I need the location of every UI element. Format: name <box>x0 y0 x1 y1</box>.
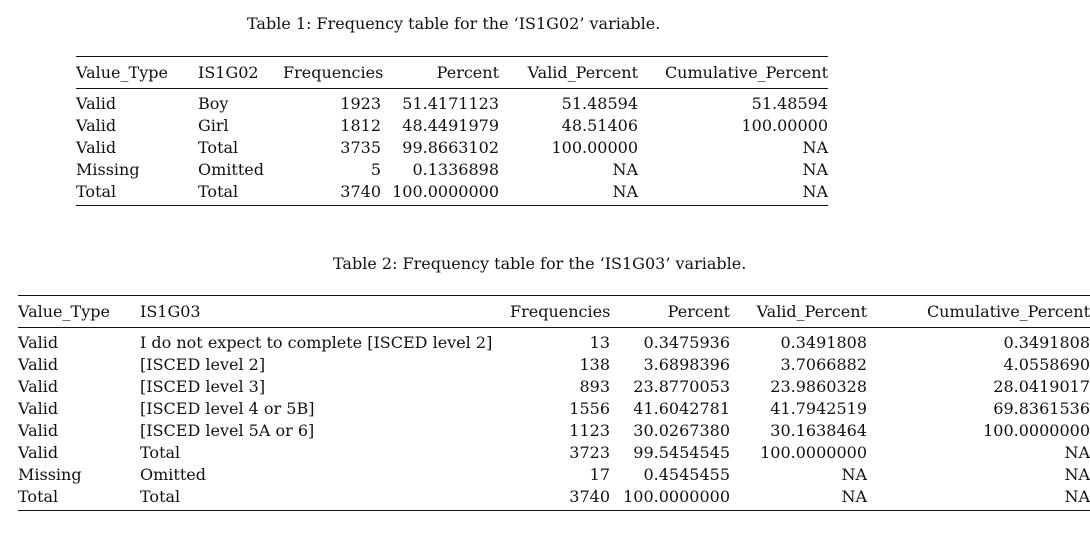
table-row <box>76 137 828 159</box>
cell-variable: [ISCED level 3] <box>140 377 266 396</box>
cell-valid-percent: NA <box>730 486 867 511</box>
cell-percent: 100.0000000 <box>381 181 499 206</box>
table-row <box>18 486 1090 511</box>
cell-cumulative-percent: NA <box>802 138 828 157</box>
table-row <box>76 89 828 116</box>
cell-percent: 100.0000000 <box>610 486 730 511</box>
cell-frequencies: 1812 <box>340 116 381 135</box>
frequency-table-is1g03 <box>18 295 1090 511</box>
cell-cumulative-percent: NA <box>867 486 1090 511</box>
cell-percent: 41.6042781 <box>633 399 730 418</box>
table-row <box>76 159 828 181</box>
cell-percent: 99.5454545 <box>633 443 730 462</box>
cell-cumulative-percent: NA <box>1064 443 1090 462</box>
header-cumulative-percent: Cumulative_Percent <box>867 296 1090 328</box>
cell-percent: 23.8770053 <box>633 377 730 396</box>
cell-valid-percent: 0.3491808 <box>780 333 867 352</box>
cell-valid-percent: 41.7942519 <box>770 399 867 418</box>
cell-variable: Omitted <box>198 160 264 179</box>
cell-frequencies: 3740 <box>510 486 610 511</box>
cell-frequencies: 13 <box>589 333 610 352</box>
table-2-container <box>18 295 1090 511</box>
cell-percent: 3.6898396 <box>643 355 730 374</box>
cell-cumulative-percent: NA <box>638 181 828 206</box>
cell-valid-percent: 3.7066882 <box>780 355 867 374</box>
cell-valid-percent: 100.00000 <box>551 138 638 157</box>
cell-percent: 0.4545455 <box>643 465 730 484</box>
cell-frequencies: 17 <box>589 465 610 484</box>
header-cumulative-percent: Cumulative_Percent <box>638 57 828 89</box>
header-value-type: Value_Type <box>76 57 198 89</box>
cell-variable: Total <box>140 486 510 511</box>
table-header-row <box>76 57 828 89</box>
table-1-container <box>76 56 828 206</box>
cell-value-type: Valid <box>18 333 59 352</box>
cell-percent: 48.4491979 <box>402 116 499 135</box>
cell-cumulative-percent: NA <box>1064 465 1090 484</box>
cell-percent: 99.8663102 <box>402 138 499 157</box>
cell-value-type: Valid <box>18 443 59 462</box>
cell-value-type: Valid <box>18 377 59 396</box>
table-row <box>18 328 1090 355</box>
cell-value-type: Total <box>76 181 198 206</box>
cell-cumulative-percent: 28.0419017 <box>993 377 1090 396</box>
cell-valid-percent: 51.48594 <box>561 94 638 113</box>
frequency-table-is1g02 <box>76 56 828 206</box>
table-row <box>18 420 1090 442</box>
cell-variable: I do not expect to complete [ISCED level 2] <box>140 333 493 352</box>
cell-variable: Total <box>140 443 181 462</box>
cell-frequencies: 1123 <box>569 421 610 440</box>
table-row <box>76 115 828 137</box>
cell-valid-percent: NA <box>612 160 638 179</box>
cell-value-type: Missing <box>76 160 140 179</box>
header-value-type: Value_Type <box>18 296 140 328</box>
cell-percent: 51.4171123 <box>402 94 499 113</box>
cell-value-type: Total <box>18 486 140 511</box>
cell-value-type: Valid <box>76 116 117 135</box>
cell-frequencies: 5 <box>370 160 381 179</box>
table-row <box>18 376 1090 398</box>
cell-variable: [ISCED level 5A or 6] <box>140 421 315 440</box>
cell-value-type: Valid <box>76 94 117 113</box>
cell-frequencies: 1556 <box>569 399 610 418</box>
cell-variable: Total <box>198 181 283 206</box>
cell-variable: Omitted <box>140 465 206 484</box>
table-body <box>76 89 828 206</box>
table-row <box>76 181 828 206</box>
cell-cumulative-percent: 69.8361536 <box>993 399 1090 418</box>
header-valid-percent: Valid_Percent <box>499 57 638 89</box>
cell-cumulative-percent: 100.0000000 <box>983 421 1090 440</box>
cell-percent: 0.3475936 <box>643 333 730 352</box>
cell-cumulative-percent: 4.0558690 <box>1003 355 1090 374</box>
cell-cumulative-percent: 100.00000 <box>741 116 828 135</box>
cell-percent: 30.0267380 <box>633 421 730 440</box>
cell-variable: Boy <box>198 94 229 113</box>
cell-frequencies: 3735 <box>340 138 381 157</box>
header-variable: IS1G03 <box>140 296 510 328</box>
cell-frequencies: 893 <box>579 377 610 396</box>
cell-percent: 0.1336898 <box>412 160 499 179</box>
cell-variable: [ISCED level 4 or 5B] <box>140 399 315 418</box>
cell-value-type: Valid <box>18 421 59 440</box>
table-1-caption: Table 1: Frequency table for the ‘IS1G02’ variable. <box>247 14 661 33</box>
cell-frequencies: 3740 <box>283 181 381 206</box>
header-frequencies: Frequencies <box>283 57 381 89</box>
cell-variable: Girl <box>198 116 229 135</box>
cell-value-type: Missing <box>18 465 82 484</box>
table-body <box>18 328 1090 511</box>
table-header-row <box>18 296 1090 328</box>
cell-cumulative-percent: 0.3491808 <box>1003 333 1090 352</box>
cell-frequencies: 1923 <box>340 94 381 113</box>
cell-cumulative-percent: 51.48594 <box>751 94 828 113</box>
cell-valid-percent: 48.51406 <box>561 116 638 135</box>
cell-frequencies: 3723 <box>569 443 610 462</box>
cell-variable: Total <box>198 138 239 157</box>
table-row <box>18 442 1090 464</box>
cell-valid-percent: 100.0000000 <box>760 443 867 462</box>
cell-valid-percent: NA <box>499 181 638 206</box>
header-percent: Percent <box>610 296 730 328</box>
cell-frequencies: 138 <box>579 355 610 374</box>
header-percent: Percent <box>381 57 499 89</box>
table-row <box>18 354 1090 376</box>
cell-valid-percent: 23.9860328 <box>770 377 867 396</box>
cell-value-type: Valid <box>18 399 59 418</box>
cell-cumulative-percent: NA <box>802 160 828 179</box>
cell-valid-percent: NA <box>841 465 867 484</box>
table-row <box>18 464 1090 486</box>
header-frequencies: Frequencies <box>510 296 610 328</box>
cell-variable: [ISCED level 2] <box>140 355 266 374</box>
table-2-caption: Table 2: Frequency table for the ‘IS1G03’ variable. <box>333 254 747 273</box>
cell-value-type: Valid <box>18 355 59 374</box>
table-row <box>18 398 1090 420</box>
cell-value-type: Valid <box>76 138 117 157</box>
cell-valid-percent: 30.1638464 <box>770 421 867 440</box>
header-valid-percent: Valid_Percent <box>730 296 867 328</box>
header-variable: IS1G02 <box>198 57 283 89</box>
